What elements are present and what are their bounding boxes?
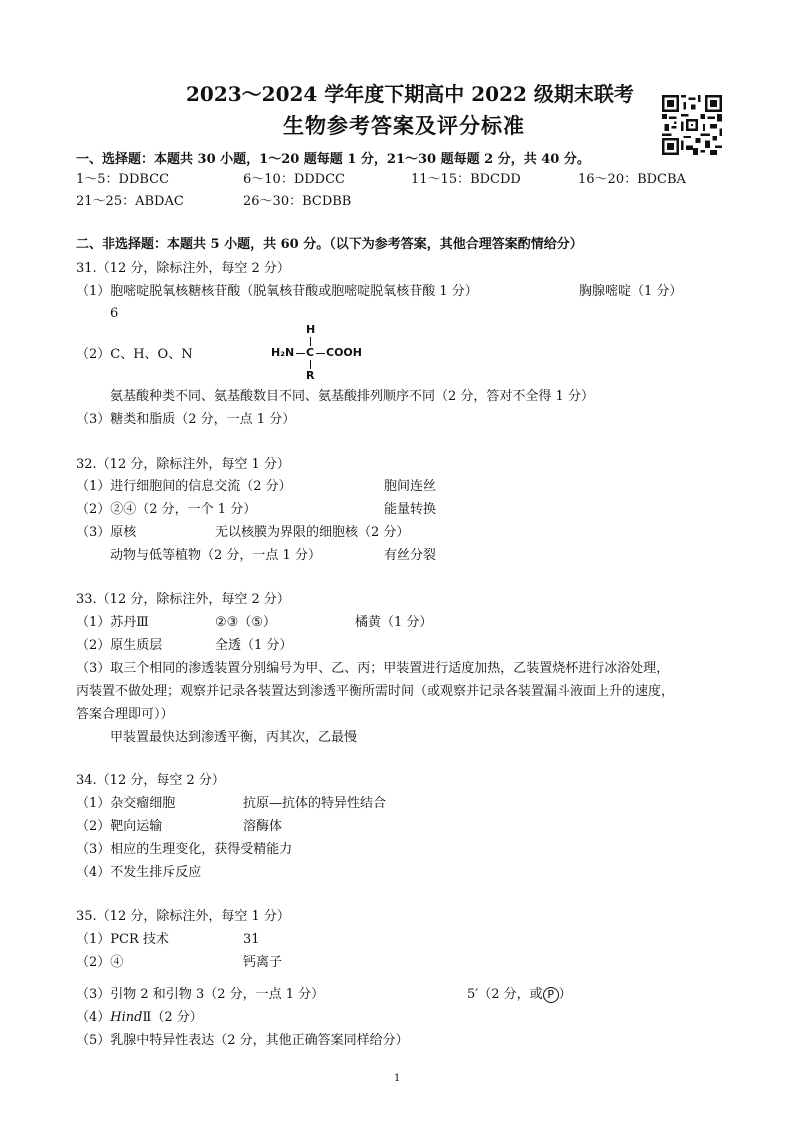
section-1-heading: 一、选择题：本题共 30 小题，1～20 题每题 1 分，21～30 题每题 2 分，共 40 分。 [76, 152, 590, 167]
q34-part2-answer-b: 溶酶体 [243, 819, 283, 834]
q32-heading: 32.（12 分，除标注外，每空 1 分） [76, 457, 290, 472]
formula-h-top: H [306, 323, 316, 336]
q34-part3-answer: （3）相应的生理变化，获得受精能力 [76, 842, 293, 857]
answer-16-20: 16～20：BDCBA [578, 172, 686, 187]
q32-part3-answer-a: （3）原核 [76, 525, 137, 540]
answer-26-30: 26～30：BCDBB [243, 194, 352, 209]
q35-part2-answer-a: （2）④ [76, 955, 124, 970]
page-subtitle: 生物参考答案及评分标准 [283, 113, 525, 138]
q35-part5-answer: （5）乳腺中特异性表达（2 分，其他正确答案同样给分） [76, 1033, 409, 1048]
q35-part4-answer [76, 1009, 203, 1027]
q34-part1-answer-a: （1）杂交瘤细胞 [76, 796, 176, 811]
q32-part1-answer-b: 胞间连丝 [384, 479, 437, 494]
q31-part1-answer-b: 胸腺嘧啶（1 分） [579, 284, 683, 299]
q33-part2-answer-a: （2）原生质层 [76, 638, 163, 653]
q35-heading: 35.（12 分，除标注外，每空 1 分） [76, 909, 290, 924]
q31-part1-answer-c: 6 [110, 306, 119, 321]
formula-r-group: R [306, 369, 315, 382]
q35-part1-answer-a: （1）PCR 技术 [76, 932, 169, 947]
q32-part3-answer-b: 无以核膜为界限的细胞核（2 分） [215, 525, 410, 540]
q32-part3-answer-c: 动物与低等植物（2 分，一点 1 分） [110, 548, 321, 563]
answer-1-5: 1～5：DDBCC [76, 172, 170, 187]
q35-part3-answer-b [467, 986, 572, 1004]
q31-part2-answer-a: （2）C、H、O、N [76, 347, 193, 362]
page-title: 2023～2024 学年度下期高中 2022 级期末联考 [186, 82, 634, 106]
formula-amino-group: H₂N [271, 346, 295, 359]
answer-11-15: 11～15：BDCDD [411, 172, 521, 187]
q33-part1-answer-b: ②③（⑤） [215, 615, 276, 630]
q32-part1-answer-a: （1）进行细胞间的信息交流（2 分） [76, 479, 292, 494]
amino-acid-structural-formula [271, 324, 371, 384]
q33-part3-answer-result: 甲装置最快达到渗透平衡，丙其次，乙最慢 [110, 730, 358, 745]
q33-part2-answer-b: 全透（1 分） [215, 638, 293, 653]
q33-part3-answer-line2: 丙装置不做处理；观察并记录各装置达到渗透平衡所需时间（或观察并记录各装置漏斗液面上升的速度， [76, 684, 675, 699]
q34-part1-answer-b: 抗原—抗体的特异性结合 [243, 796, 387, 811]
qr-code-image [662, 95, 722, 155]
q32-part3-answer-d: 有丝分裂 [384, 548, 437, 563]
q34-part4-answer: （4）不发生排斥反应 [76, 865, 202, 880]
q32-part2-answer-a: （2）②④（2 分，一个 1 分） [76, 502, 257, 517]
answer-6-10: 6～10：DDDCC [243, 172, 345, 187]
circled-p-symbol: P [543, 987, 559, 1003]
q33-part3-answer-line1: （3）取三个相同的渗透装置分别编号为甲、乙、丙；甲装置进行适度加热，乙装置烧杯进行冰浴处理， [76, 661, 670, 676]
q35-part3-answer-b-end: ） [558, 987, 572, 1002]
q35-part3-answer-b-text: 5′（2 分，或 [467, 987, 543, 1002]
q35-part4-rest: Ⅱ（2 分） [142, 1010, 203, 1025]
q35-part3-answer-a: （3）引物 2 和引物 3（2 分，一点 1 分） [76, 987, 325, 1002]
q33-part3-answer-line3: 答案合理即可）） [76, 707, 174, 722]
q31-part1-answer-a: （1）胞嘧啶脱氧核糖核苷酸（脱氧核苷酸或胞嘧啶脱氧核苷酸 1 分） [76, 284, 478, 299]
q35-part4-enzyme-italic: Hind [110, 1010, 143, 1025]
q35-part2-answer-b: 钙离子 [243, 955, 283, 970]
q33-heading: 33.（12 分，除标注外，每空 2 分） [76, 592, 290, 607]
q33-part1-answer-a: （1）苏丹Ⅲ [76, 615, 149, 630]
q31-part2-answer-b: 氨基酸种类不同、氨基酸数目不同、氨基酸排列顺序不同（2 分，答对不全得 1 分） [110, 389, 594, 404]
formula-central-carbon: C [306, 346, 315, 359]
formula-carboxyl-group: COOH [326, 346, 362, 359]
q31-heading: 31.（12 分，除标注外，每空 2 分） [76, 261, 290, 276]
q35-part4-prefix: （4） [76, 1010, 111, 1025]
page-number: 1 [394, 1073, 401, 1084]
answer-21-25: 21～25：ABDAC [76, 194, 184, 209]
section-2-heading: 二、非选择题：本题共 5 小题，共 60 分。（以下为参考答案，其他合理答案酌情给分） [76, 237, 583, 252]
q32-part2-answer-b: 能量转换 [384, 502, 437, 517]
q34-heading: 34.（12 分，每空 2 分） [76, 773, 225, 788]
q33-part1-answer-c: 橘黄（1 分） [355, 615, 433, 630]
q31-part3-answer: （3）糖类和脂质（2 分，一点 1 分） [76, 412, 296, 427]
q34-part2-answer-a: （2）靶向运输 [76, 819, 163, 834]
q35-part1-answer-b: 31 [243, 932, 260, 947]
